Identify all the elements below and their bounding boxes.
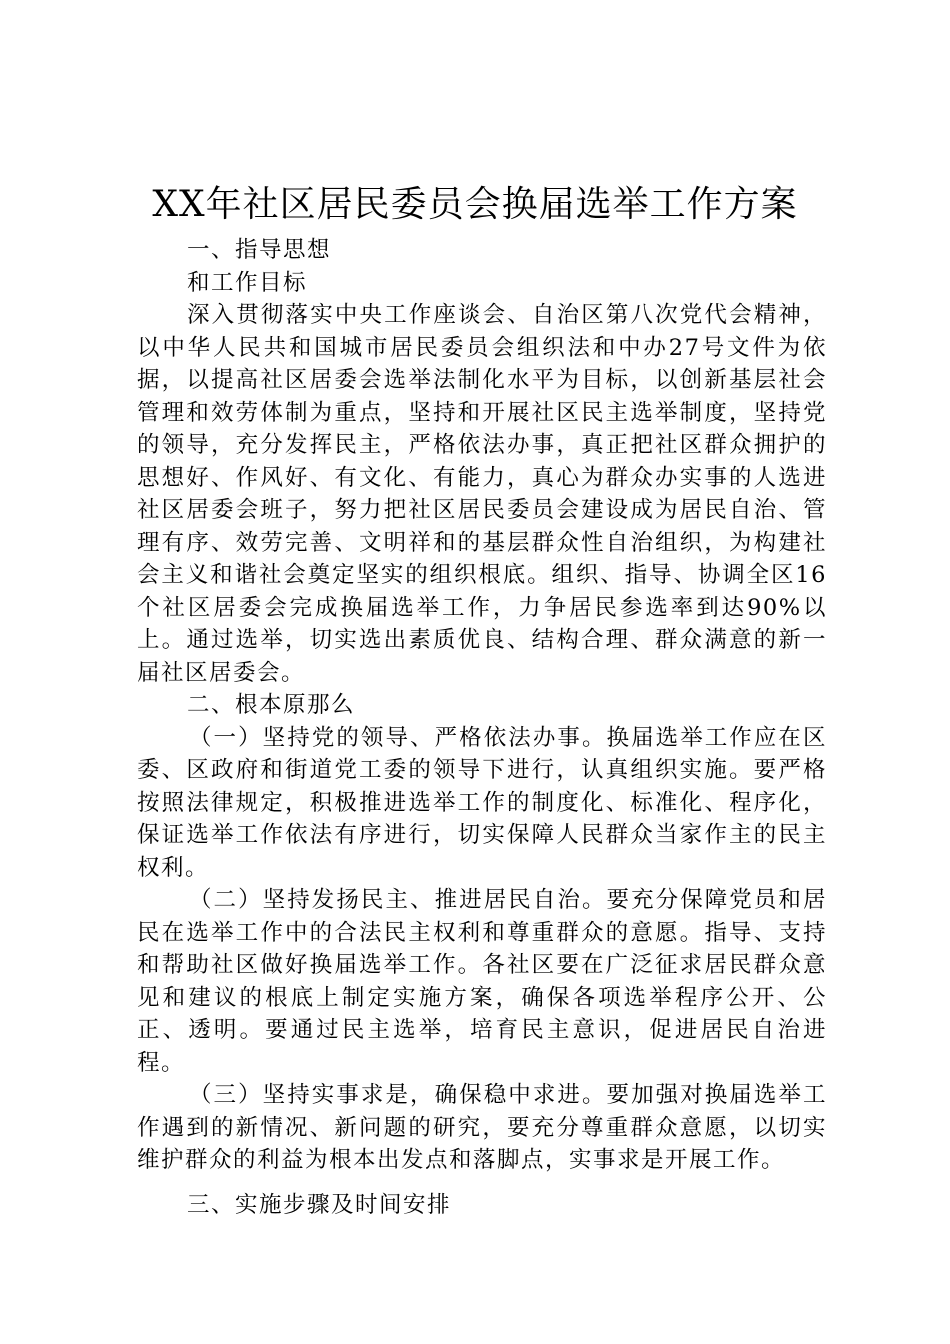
paragraph-guiding-ideology: 深入贯彻落实中央工作座谈会、自治区第八次党代会精神，以中华人民共和国城市居民委员会组织法和中办27号文件为依据，以提高社区居委会选举法制化水平为目标，以创新基层社会管理和效劳体制为重点，坚持和开展社区民主选举制度，坚持党的领导，充分发挥民主，严格依法办事，真正把社区群众拥护的思想好、作风好、有文化、有能力，真心为群众办实事的人选进社区居委会班子，努力把社区居民委员会建设成为居民自治、管理有序、效劳完善、文明祥和的基层群众性自治组织，为构建社会主义和谐社会奠定坚实的组织根底。组织、指导、协调全区16个社区居委会完成换届选举工作，力争居民参选率到达90%以上。通过选举，切实选出素质优良、结构合理、群众满意的新一届社区居委会。 [137,302,827,686]
section-heading-2: 二、根本原那么 [187,692,356,718]
principle-1: （一）坚持党的领导、严格依法办事。换届选举工作应在区委、区政府和街道党工委的领导下进行，认真组织实施。要严格按照法律规定，积极推进选举工作的制度化、标准化、程序化，保证选举工作依法有序进行，切实保障人民群众当家作主的民主权利。 [137,724,827,881]
principle-3: （三）坚持实事求是，确保稳中求进。要加强对换届选举工作遇到的新情况、新问题的研究，要充分尊重群众意愿，以切实维护群众的利益为根本出发点和落脚点，实事求是开展工作。 [137,1082,827,1173]
document-body [137,234,827,1221]
principle-2: （二）坚持发扬民主、推进居民自治。要充分保障党员和居民在选举工作中的合法民主权利和尊重群众的意愿。指导、支持和帮助社区做好换届选举工作。各社区要在广泛征求居民群众意见和建议的根底上制定实施方案，确保各项选举程序公开、公正、透明。要通过民主选举，培育民主意识，促进居民自治进程。 [137,887,827,1076]
section-heading-1b: 和工作目标 [187,269,308,296]
document-title: XX年社区居民委员会换届选举工作方案 [152,184,798,225]
section-heading-3: 三、实施步骤及时间安排 [187,1191,452,1218]
section-heading-1a: 一、指导思想 [187,237,332,263]
